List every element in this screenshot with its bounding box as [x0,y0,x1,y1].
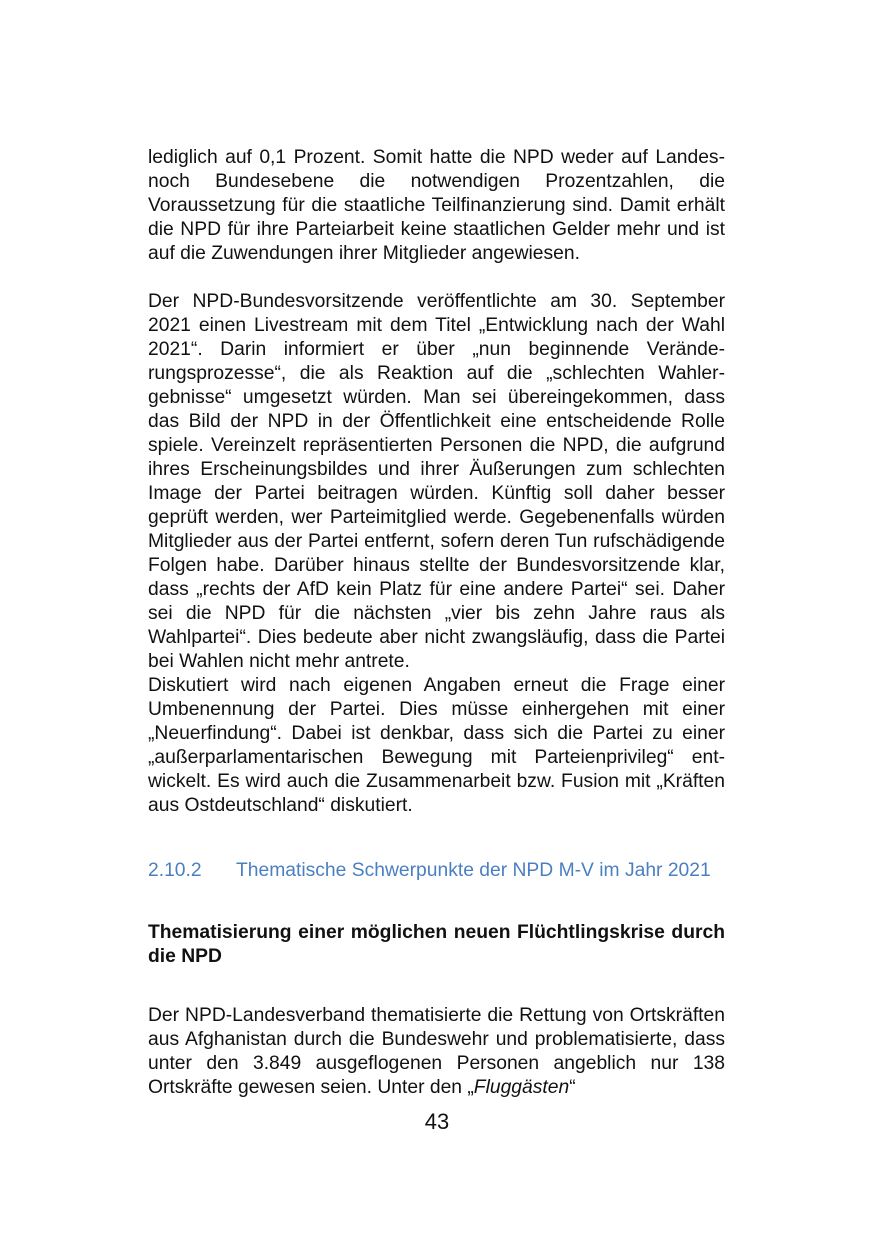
page-body [148,146,725,1100]
paragraph-afghanistan-closing: “ [569,1077,576,1098]
section-number: 2.10.2 [148,860,202,881]
paragraph-afghanistan-italic: Fluggästen [473,1077,570,1098]
subheading: Thematisierung einer möglichen neuen Flüchtlingskrise durch die NPD [148,922,725,967]
paragraph-livestream: Der NPD-Bundesvorsitzende veröffentlichte am 30. September 2021 einen Livestream mit dem Titel „Entwicklung nach der Wahl 2021“. Darin informiert er über „nun beginnende Veränderungsprozesse“, die als Reaktion auf die „schlechten Wahlergebnisse“ umgesetzt würden. Man sei übereingekommen, dass das Bild der NPD in der Öffentlichkeit eine entscheidende Rolle spiele. Vereinzelt repräsentierten Personen die NPD, die aufgrund ihres Erscheinungsbildes und ihrer Äußerungen zum schlechten Image der Partei beitragen würden. Künftig soll daher besser geprüft werden, wer Parteimitglied werde. Gegebenenfalls würden Mitglieder aus der Partei entfernt, sofern deren Tun rufschädigende Folgen habe. Darüber hinaus stellte der Bundesvorsitzende klar, dass „rechts der AfD kein Platz für eine andere Partei“ sei. Daher sei die NPD für die nächsten „vier bis zehn Jahre raus als Wahlpartei“. Dies bedeute aber nicht zwangsläufig, dass die Partei bei Wahlen nicht mehr antrete. [148,291,725,672]
paragraph-gap [148,266,725,290]
paragraph-funding: lediglich auf 0,1 Prozent. Somit hatte die NPD weder auf Landes- noch Bundesebene die notwendigen Prozentzahlen, die Voraussetzung für die staatliche Teilfinanzierung sind. Damit erhält die NPD für ihre Parteiarbeit keine staatlichen Gelder mehr und ist auf die Zuwendungen ihrer Mitglieder angewiesen. [148,147,725,264]
section-heading [148,859,725,883]
paragraph-afghanistan [148,1004,725,1100]
page-number: 43 [424,1109,450,1134]
paragraph-rename: Diskutiert wird nach eigenen Angaben erneut die Frage einer Umbenennung der Partei. Dies müsse einhergehen mit einer „Neuerfindung“. Dabei ist denkbar, dass sich die Partei zu einer „außerparlamentarischen Bewegung mit Parteienprivileg“ entwickelt. Es wird auch die Zusammenarbeit bzw. Fusion mit „Kräften aus Ostdeutschland“ diskutiert. [148,675,725,816]
section-title: Thematische Schwerpunkte der NPD M-V im Jahr 2021 [236,860,711,881]
paragraph-afghanistan-text: Der NPD-Landesverband thematisierte die Rettung von Ortskräften aus Afghanistan durch die Bundeswehr und problematisierte, dass unter den 3.849 ausgeflogenen Personen angeblich nur 138 Ortskräfte gewesen seien. Unter den „ [148,1005,725,1098]
